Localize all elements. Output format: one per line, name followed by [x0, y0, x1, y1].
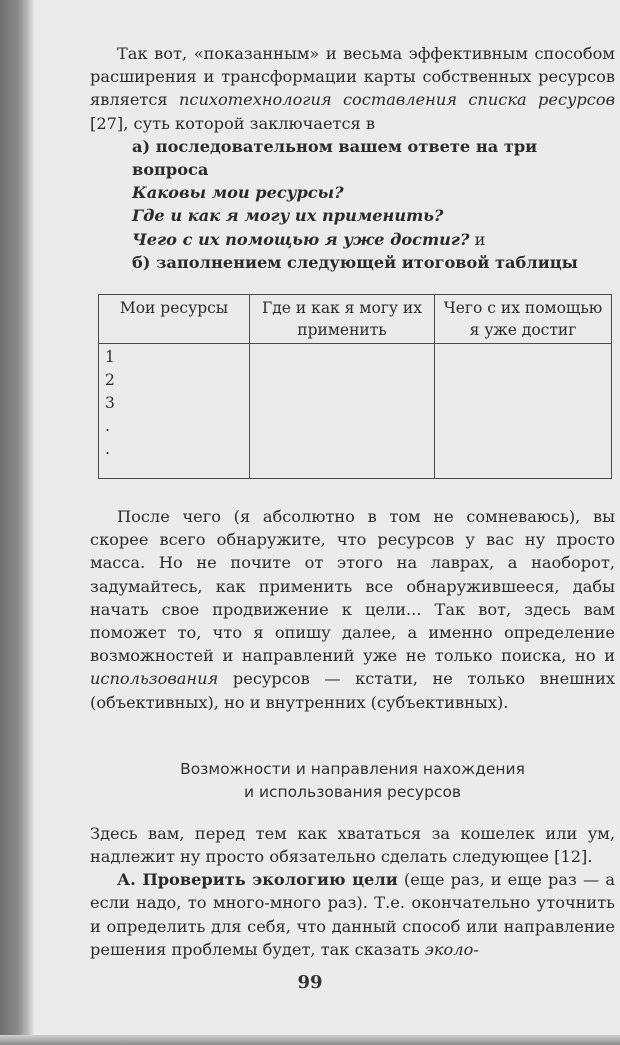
after-text-end: ресурсов — кстати, не только внешних (объективных), но и внутренних (субъективных). [90, 669, 615, 712]
row-number: 1 [105, 348, 115, 367]
intro-paragraph [90, 42, 615, 135]
section-heading [90, 758, 615, 804]
step-a-text: (еще раз, и еще раз — а если надо, то много-много раз). Т.е. окончательно уточнить и определить для себя, что данный способ или направление решения проблемы будет, так сказать [90, 870, 615, 959]
section-heading-line-1: Возможности и направления нахождения [180, 759, 525, 778]
table-cell-resources [99, 344, 250, 479]
table-row [99, 344, 612, 479]
after-table-paragraph [90, 505, 615, 714]
question-3-tail: и [469, 229, 486, 249]
table-header-cell: Чего с их помощью я уже достиг [435, 295, 612, 344]
resources-table [98, 294, 612, 479]
table-header-cell: Мои ресурсы [99, 295, 250, 344]
question-3-line [90, 228, 615, 251]
page-number: 99 [297, 972, 323, 993]
step-a-title: А. Проверить экологию цели [117, 870, 398, 890]
after-text: После чего (я абсолютно в том не сомневаюсь), вы скорее всего обнаружите, что ресурсов у вас ну просто масса. Но не почите от этого на лаврах, а наоборот, задумайтесь, как применить все обнаружившееся, дабы начать свое продвижение к цели... Так вот, здесь вам поможет то, что я опишу далее, а именно определение возможностей и направлений уже не только поиска, но и [90, 507, 615, 666]
row-number: . [105, 440, 110, 459]
table-cell-achieved [435, 344, 612, 479]
section-paragraph-2 [90, 868, 615, 961]
list-item-b: б) заполнением следующей итоговой таблицы [132, 252, 578, 272]
intro-italic-term: психотехнология составления списка ресурсов [179, 90, 616, 110]
table-header-cell: Где и как я могу их применить [250, 295, 435, 344]
section-heading-line-2: и использования ресурсов [243, 782, 462, 801]
question-1: Каковы мои ресурсы? [132, 183, 344, 203]
section-paragraph-1: Здесь вам, перед тем как хвататься за кошелек или ум, надлежит ну просто обязательно сделать следующее [12]. [90, 823, 615, 867]
page-binding-shadow [0, 0, 34, 1045]
step-a-italic-end: эколо- [424, 939, 479, 959]
question-3: Чего с их помощью я уже достиг? [132, 229, 470, 249]
list-item-a: а) последовательном вашем ответе на три вопроса [132, 136, 538, 180]
table-header-row [99, 295, 612, 344]
row-number: 2 [105, 371, 115, 390]
row-number: . [105, 417, 110, 436]
intro-text-end: [27], суть которой заключается в [90, 113, 376, 133]
page-content [90, 42, 615, 961]
intro-text: Так вот, «показанным» и весьма эффективным способом расширения и трансформации карты собственных ресурсов является [90, 44, 615, 110]
row-number: 3 [105, 394, 115, 413]
question-2: Где и как я могу их применить? [132, 206, 444, 226]
table-cell-where [250, 344, 435, 479]
after-italic-term: использования [90, 669, 219, 689]
page-bottom-edge [0, 1035, 620, 1045]
